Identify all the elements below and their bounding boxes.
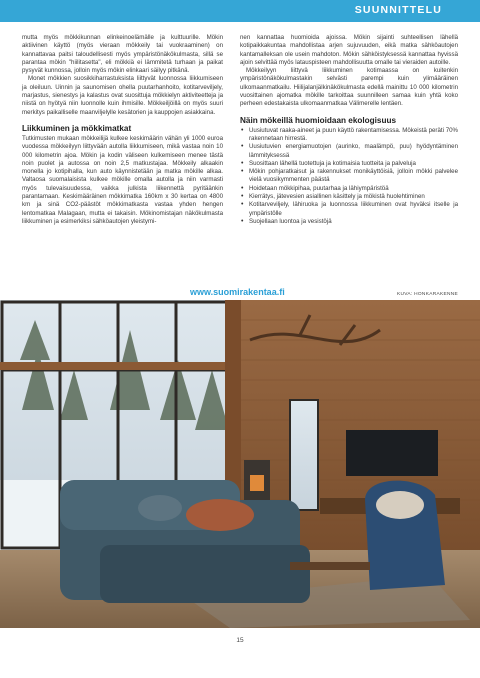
website-link[interactable]: www.suomirakentaa.fi (190, 287, 285, 297)
section-header-band (0, 0, 480, 22)
photo-credit: KUVA: HONKARAKENNE (396, 292, 458, 297)
cabin-interior-photo (0, 300, 480, 628)
list-item: • Mökin pohjaratkaisut ja rakennukset monikäyttöisiä, jolloin mökki palvelee vielä vuosikymmenten päästä (240, 168, 458, 185)
list-item: • Suosittaan lähellä tuotettuja ja kotimaisia tuotteita ja palveluja (240, 160, 458, 168)
left-paragraph-1: mutta myös mökkikunnan elinkeinoelämälle ja kulttuurille. Mökin aktiivinen käyttö (myös vieraan mökkeily tai vuokraaminen) on kannattavaa paitsi taloudellisesti myös ympäristönäkökulmasta, sillä se parantaa mökin "hiilitasetta", eli mökkiä ei lämmitetä turhaan ja paikat pysyvät kunnossa, jolloin myös mökin elinkaari säilyy pitkänä. (22, 34, 223, 75)
right-paragraph-1: nen kannattaa huomioida ajoissa. Mökin sijainti suhteellisen lähellä kotipaikkakuntaa mahdollistaa arjen sujuvuuden, eikä matka sähköautojen kantamalleksan ole usein mahdoton. Mökin sähköistyksessä kannattaa hyvissä ajoin selvittää myös latauspisteen mahdollisuutta omalle tai vieraiden autoille. (240, 34, 458, 66)
page-number: 15 (236, 637, 244, 644)
subheading-ecology: Näin mökeillä huomioidaan ekologisuus (240, 115, 397, 125)
right-paragraph-2: Mökkeilyyn liittyvä liikkuminen kotimaassa on kuitenkin ympäristönäkökulmastakin selvästi parempi kuin ylimääräinen ulkomaanmatkailu. Hiilijalanjälkinäkökulmasta edellä mainittu 10 000 kilometrin vuosittainen ajomatka mökille tarkoittaa suunnilleen samaa kuin yhtä koko perheen edestakaista ulkomaanmatkaa Välimerelle lentäen. (240, 67, 458, 108)
list-item: • Suojellaan luontoa ja vesistöjä (240, 218, 458, 226)
list-item: • Hoidetaan mökkipihaa, puutarhaa ja lähiympäristöä (240, 185, 458, 193)
list-item: • Kierrätys, jätevesien asiallinen käsittely ja mökistä huolehtiminen (240, 193, 458, 201)
list-item: • Kotitarveviljely, lähiruoka ja luonnossa liikkuminen ovat hyväksi itselle ja ympäristölle (240, 201, 458, 218)
left-paragraph-2: Monet mökkien suosikkiharrastuksista liittyvät luonnossa liikkumiseen ja oleiluun. Uinnin ja saunomisen ohella puutarhanhoito, kotitarveviljely, marjastus, sienestys ja kalastus ovat suosittuja mökkielyn aktiviteetteja ja niistä on hyötyä niin luonnolle kuin ihmisille. Mökkeiljöillä on myös suuri merkitys paikalliselle maanviljelylle kesätorien ja kauppojen asiakkaina. (22, 75, 223, 116)
left-paragraph-3: Tutkimusten mukaan mökkeilijä kulkee keskimäärin vähän yli 1000 euroa vuodessa mökkeilyyn liittyvään autolla liikkumiseen, mikä vastaa noin 10 000 kilometrin ajoa. Mökin ja kodin väliseen kulkemiseen menee tästä noin puolet ja autossa on noin 2,5 matkustajaa. Mökkeily alkaakin monella jo kotipihalla, kun auto käynnistetään ja matka mökille alkaa. Valtaosa suomalaisista kulkee mökille omalla autolla ja niin varmasti myös tulevaisuudessa, vaikka julkista liikennettä pyritäänkin parantamaan. Keskimääräinen mökkimatka 160km x 30 kertaa on 4800 km ja sinä CO2-päästöt mökkimatkasta vastaa yhden hengen lentomatkaa Malagaan, mutta ei takaisin. Mökinomistajan näkökulmasta liikkuminen ja esimerkiksi sähköautojen yleistymi- (22, 134, 223, 225)
ecology-list (240, 127, 458, 227)
list-item: • Uusiutuvat raaka-aineet ja puun käyttö rakentamisessa. Mökeistä peräti 70% rakennetaan hirrestä. (240, 127, 458, 144)
section-title: SUUNNITTELU (354, 4, 442, 16)
right-column (240, 34, 458, 226)
left-column (22, 34, 223, 226)
subheading-transport: Liikkuminen ja mökkimatkat (22, 123, 132, 133)
list-item: • Uusiutuvien energiamuotojen (aurinko, maalämpö, puu) hyödyntäminen lämmityksessä (240, 143, 458, 160)
